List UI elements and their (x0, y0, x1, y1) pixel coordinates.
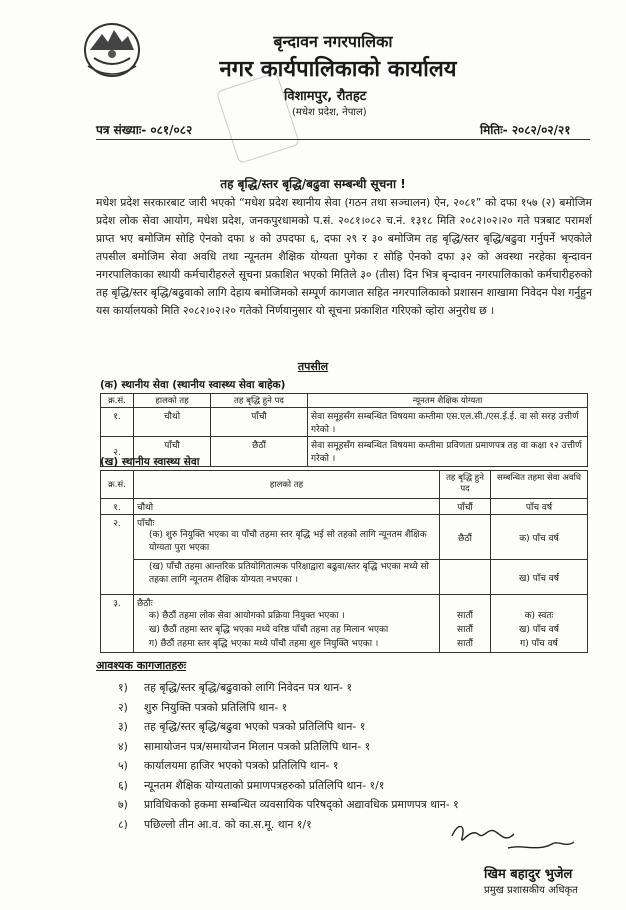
cell-period: क) पाँच वर्ष (491, 515, 588, 560)
list-item: २) शुरु नियुक्ति पत्रको प्रतिलिपि थान- १ (118, 700, 288, 714)
cell-level: पाँचौ (134, 437, 211, 467)
required-documents-title: आवश्यक कागजातहरुः (96, 659, 187, 672)
cell-level: चौथो (134, 499, 440, 515)
table-header-row (101, 394, 588, 408)
sub-condition-b: ख) छैठौं तहमा स्तर बृद्धि भएका मध्ये वरिष्ठ पाँचौ तहमा तह मिलान भएका (149, 625, 389, 635)
list-item: १) तह बृद्धि/स्तर बृद्धि/बढुवाको लागि निवेदन पत्र थान- १ (118, 681, 353, 694)
table-row (101, 408, 588, 437)
cell-level (134, 515, 440, 560)
col-qualification: न्यूनतम शैक्षिक योग्यता (308, 394, 588, 408)
col-service-period: सम्बन्धित तहमा सेवा अवधि (491, 471, 588, 499)
list-item: ६) न्यूनतम शैक्षिक योग्यताको प्रमाणपत्रहरुको प्रतिलिपि थान- १/१ (118, 778, 385, 792)
section-a-title: (क) स्थानीय सेवा (स्थानीय स्वास्थ्य सेवा बाहेक) (100, 379, 286, 391)
cell-period: ख) पाँच वर्ष (491, 560, 588, 595)
sub-condition-a: (क) शुरु नियुक्ति भएका वा पाँचौ तहमा स्तर बृद्धि भई सो तहको लागि न्यूनतम शैक्षिक योग्यता पुरा भएका (149, 530, 427, 553)
cell-period (491, 595, 588, 653)
post-b: सातौं (457, 625, 473, 635)
table-row (101, 515, 588, 560)
cell-post: पाँचौं (440, 499, 491, 515)
cell-sn: ३. (101, 595, 134, 653)
signatory-name: खिम बहादुर भुजेल (484, 867, 573, 882)
cell-post: छैठौं (211, 437, 308, 467)
required-documents-list (118, 678, 459, 834)
header-divider (96, 139, 590, 140)
col-sn: क्र.सं. (101, 394, 134, 408)
post-a: सातौं (457, 611, 473, 621)
table-row (101, 499, 588, 515)
cell-level (134, 560, 440, 595)
table-row (101, 595, 588, 653)
cell-post: छैठौं (440, 515, 491, 560)
cell-qualification: सेवा समूहसँग सम्बन्धित विषयमा कम्तीमा एस.एल.सी./एस.ई.ई. वा सो सरह उत्तीर्ण गरेको । (308, 408, 588, 437)
office-province: (मधेश प्रदेश, नेपाल) (292, 107, 367, 118)
details-heading: तपसील (297, 360, 329, 373)
list-item: ८) पछिल्लो तीन आ.व. को का.स.मू. थान १/१ (118, 817, 312, 831)
period-b: ख) पाँच वर्ष (519, 625, 559, 635)
notice-body: मधेश प्रदेश सरकारबाट जारी भएको “मधेश प्रदेश स्थानीय सेवा (गठन तथा सञ्चालन) ऐन, २०८१” को दफा १५७ (२) बमोजिम प्रदेश लोक सेवा आयोग, मधेश प्रदेश, जनकपुरधामको प.सं. २०८१।०८२ च.नं. १३१८ मिति २०८२।०२।२० गते पत्रबाट परामर्श प्राप्त भए बमोजिम सोहि ऐनको दफा ४ को उपदफा ६, दफा २९ र ३० बमोजिम तह बृद्धि/स्तर बृद्धि/बढुवा गर्नुपर्ने भएकोले तपसील बमोजिम सेवा अवधि तथा न्यूनतम शैक्षिक योग्यता पुगेका र सोहि ऐनको दफा ३२ को अवस्था नरहेका बृन्दावन नगरपालिकाका स्थायी कर्मचारीहरुले सूचना प्रकाशित भएको मितिले ३० (तीस) दिन भित्र बृन्दावन नगरपालिकाको कर्मचारीहरुको तह बृद्धि/स्तर बृद्धि/बढुवाको लागि देहाय बमोजिमको सम्पूर्ण कागजात सहित नगरपालिकाको प्रशासन शाखामा निवेदन पेश गर्नुहुन यस कार्यालयको मिति २०८२।०२।२० गतेको निर्णयानुसार यो सूचना प्रकाशित गरिएको व्होरा अनुरोध छ । (96, 196, 592, 317)
list-item: ३) तह बृद्धि/स्तर बृद्धि/बढुवा भएको पत्रको प्रतिलिपि थान- १ (118, 720, 366, 733)
col-current-level: हालको तह (134, 471, 440, 499)
office-name: नगर कार्यपालिकाको कार्यालय (219, 57, 457, 82)
cell-post (440, 595, 491, 653)
level-label: पाँचौः (137, 519, 155, 529)
signatory-title: प्रमुख प्रशासकीय अधिकृत (484, 885, 578, 896)
cell-qualification: सेवा समूहसँग सम्बन्धित विषयमा कम्तीमा प्रविणता प्रमाणपत्र तह वा कक्षा १२ उत्तीर्ण गरेको । (308, 437, 588, 467)
col-current-level: हालको तह (134, 394, 211, 408)
level-label: छैठौः (137, 599, 153, 609)
letter-date: मितिः- २०८२/०२/२१ (480, 123, 571, 137)
cell-period: पाँच वर्ष (491, 499, 588, 515)
cell-level: चौथो (134, 408, 211, 437)
cell-post: पाँचौ (211, 408, 308, 437)
reference-number: पत्र संख्याः- ०८१/०८२ (96, 123, 193, 137)
cell-sn: २. (101, 515, 134, 595)
cell-sn: १. (101, 499, 134, 515)
section-b-table (100, 470, 588, 653)
list-item: ७) प्राविधिकको हकमा सम्बन्धित व्यवसायिक परिषद्को अद्यावधिक प्रमाणपत्र थान- १ (118, 798, 459, 811)
handwritten-signature (448, 818, 578, 858)
post-c: सातौं (457, 639, 473, 649)
period-a: क) स्वतः (524, 611, 554, 621)
office-address: विशामपुर, रौतहट (284, 89, 367, 104)
col-sn: क्र.सं. (101, 471, 134, 499)
cell-post (440, 560, 491, 595)
period-c: ग) पाँच वर्ष (520, 639, 558, 649)
table-header-row (101, 471, 588, 499)
table-row (101, 560, 588, 595)
col-promoted-post: तह बृद्धि हुने पद (440, 471, 491, 499)
sub-condition-c: ग) छैठौं तहमा स्तर बृद्धि भएका मध्ये पाँचौ तहमा शुरु नियुक्ति भएका । (149, 639, 379, 649)
cell-sn: १. (101, 408, 134, 437)
list-item: ५) कार्यालयमा हाजिर भएको पत्रको प्रतिलिपि थान- १ (118, 759, 339, 772)
sub-condition-b: (ख) पाँचौ तहमा आन्तरिक प्रतियोगितात्मक परिक्षाद्वारा बढुवा/स्तर बृद्धि भएका मध्ये सो तहका लागि न्यूनतम शैक्षिक योग्यता नभएका । (149, 562, 429, 585)
list-item: ४) सामायोजन पत्र/समायोजन मिलान पत्रको प्रतिलिपि थान- १ (118, 739, 371, 753)
municipality-name: बृन्दावन नगरपालिका (273, 32, 393, 51)
col-promoted-post: तह बृद्धि हुने पद (211, 394, 308, 408)
section-b-title: (ख) स्थानीय स्वास्थ्य सेवा (100, 456, 200, 468)
cell-level (134, 595, 440, 653)
sub-condition-a: क) छैठौं तहमा लोक सेवा आयोगको प्रक्रिया नियुक्त भएका । (149, 611, 345, 621)
cell-sn: २. (101, 437, 134, 467)
notice-subject: तह बृद्धि/स्तर बृद्धि/बढुवा सम्बन्धी सूचना ! (220, 177, 406, 191)
